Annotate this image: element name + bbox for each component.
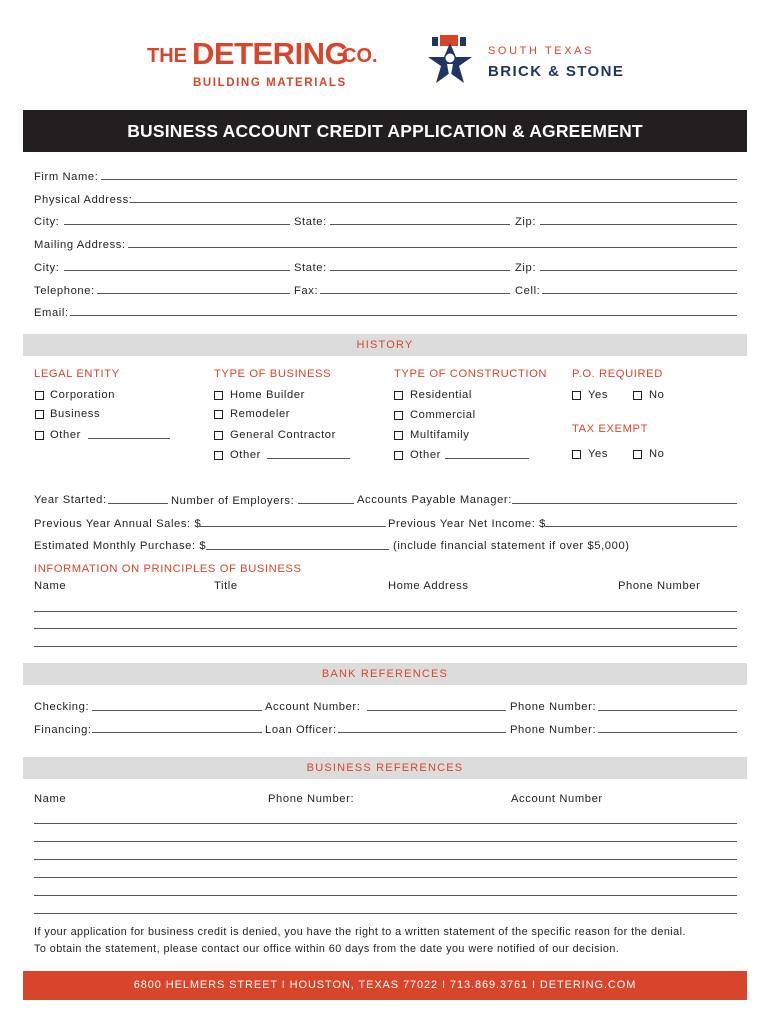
principles-col-phone: Phone Number [618,580,701,592]
construction-other-label: Other [410,449,441,461]
tax-yes-checkbox[interactable] [572,450,581,459]
business-refs-col-phone: Phone Number: [268,793,355,805]
mailing-state-input[interactable] [330,270,510,271]
year-started-input[interactable] [108,503,168,504]
general-contractor-checkbox[interactable] [214,431,223,440]
po-yes-checkbox[interactable] [572,391,581,400]
mailing-zip-label: Zip: [515,262,537,274]
mailing-zip-input[interactable] [540,270,737,271]
email-label: Email: [34,307,69,319]
business-ref-row-1[interactable] [34,823,737,824]
checking-phone-label: Phone Number: [510,701,597,713]
business-other-label: Other [230,449,261,461]
number-of-employers-input[interactable] [298,503,354,504]
telephone-label: Telephone: [34,285,95,297]
po-yes-label: Yes [588,389,609,401]
business-label: Business [50,408,101,420]
logo-co: CO. [342,45,378,67]
remodeler-label: Remodeler [230,408,291,420]
email-input[interactable] [70,315,737,316]
home-builder-checkbox[interactable] [214,391,223,400]
checking-label: Checking: [34,701,90,713]
loan-officer-label: Loan Officer: [265,724,337,736]
notice-line-2: To obtain the statement, please contact our office within 60 days from the date you were notified of our decision. [34,943,620,955]
multifamily-label: Multifamily [410,429,470,441]
physical-address-input[interactable] [131,202,737,203]
business-other-checkbox[interactable] [214,451,223,460]
residential-label: Residential [410,389,472,401]
detering-logo [147,36,387,96]
general-contractor-label: General Contractor [230,429,336,441]
remodeler-checkbox[interactable] [214,410,223,419]
business-ref-row-4[interactable] [34,877,737,878]
principles-col-title: Title [214,580,238,592]
entity-other-label: Other [50,429,81,441]
account-number-label: Account Number: [265,701,361,713]
notice-line-1: If your application for business credit is denied, you have the right to a written statement of the specific reason for the denial. [34,926,686,938]
ap-manager-label: Accounts Payable Manager: [357,494,512,506]
logo-brick-stone: BRICK & STONE [488,63,625,80]
firm-name-label: Firm Name: [34,171,99,183]
logo-south-texas: SOUTH TEXAS [488,45,595,57]
business-refs-col-account: Account Number [511,793,603,805]
city-input[interactable] [64,224,290,225]
corporation-checkbox[interactable] [35,391,44,400]
construction-other-input[interactable] [445,458,529,459]
po-no-checkbox[interactable] [633,391,642,400]
legal-entity-heading: LEGAL ENTITY [34,368,120,380]
brick-stone-logo [420,33,640,93]
residential-checkbox[interactable] [394,391,403,400]
mailing-state-label: State: [294,262,327,274]
checking-phone-input[interactable] [598,710,737,711]
business-references-band: BUSINESS REFERENCES [23,757,747,779]
telephone-input[interactable] [97,293,290,294]
commercial-label: Commercial [410,409,476,421]
business-refs-col-name: Name [34,793,67,805]
mailing-address-label: Mailing Address: [34,239,126,251]
number-of-employers-label: Number of Employers: [171,495,295,507]
business-ref-row-2[interactable] [34,841,737,842]
mailing-city-input[interactable] [64,270,290,271]
type-of-construction-heading: TYPE OF CONSTRUCTION [394,368,548,380]
zip-input[interactable] [540,224,737,225]
cell-label: Cell: [515,285,541,297]
financing-phone-input[interactable] [598,732,737,733]
tax-no-label: No [649,448,665,460]
principles-col-home: Home Address [388,580,469,592]
est-monthly-input[interactable] [206,549,389,550]
principle-row-3[interactable] [34,646,737,647]
home-builder-label: Home Builder [230,389,305,401]
ap-manager-input[interactable] [512,503,737,504]
po-no-label: No [649,389,665,401]
multifamily-checkbox[interactable] [394,431,403,440]
financing-label: Financing: [34,724,92,736]
account-number-input[interactable] [367,710,506,711]
logo-detering: DETERING [192,36,349,71]
business-other-input[interactable] [267,458,350,459]
entity-other-checkbox[interactable] [35,431,44,440]
logo-the: THE [147,45,187,67]
po-required-heading: P.O. REQUIRED [572,368,663,380]
commercial-checkbox[interactable] [394,411,403,420]
entity-other-input[interactable] [88,438,170,439]
principles-col-name: Name [34,580,67,592]
business-checkbox[interactable] [35,410,44,419]
star-logo-icon [420,33,480,91]
business-ref-row-3[interactable] [34,859,737,860]
financial-statement-note: (include financial statement if over $5,000) [393,540,630,552]
history-band: HISTORY [23,334,747,356]
bank-references-band: BANK REFERENCES [23,663,747,685]
form-title: BUSINESS ACCOUNT CREDIT APPLICATION & AGREEMENT [23,110,747,152]
logo-building-materials: BUILDING MATERIALS [193,77,347,89]
footer-address-bar: 6800 HELMERS STREET I HOUSTON, TEXAS 77022 I 713.869.3761 I DETERING.COM [23,971,747,1000]
city-label: City: [34,216,60,228]
est-monthly-label: Estimated Monthly Purchase: $ [34,540,207,552]
corporation-label: Corporation [50,389,116,401]
physical-address-label: Physical Address: [34,194,133,206]
principles-heading: INFORMATION ON PRINCIPLES OF BUSINESS [34,563,302,575]
prev-sales-label: Previous Year Annual Sales: $ [34,518,202,530]
construction-other-checkbox[interactable] [394,451,403,460]
type-of-business-heading: TYPE OF BUSINESS [214,368,332,380]
loan-officer-input[interactable] [338,732,506,733]
zip-label: Zip: [515,216,537,228]
tax-yes-label: Yes [588,448,609,460]
checking-input[interactable] [92,710,262,711]
state-label: State: [294,216,327,228]
principle-row-1[interactable] [34,611,737,612]
mailing-address-input[interactable] [128,247,737,248]
fax-input[interactable] [320,293,510,294]
tax-no-checkbox[interactable] [633,450,642,459]
prev-income-input[interactable] [545,526,737,527]
business-ref-row-6[interactable] [34,913,737,914]
financing-phone-label: Phone Number: [510,724,597,736]
financing-input[interactable] [92,732,262,733]
business-ref-row-5[interactable] [34,895,737,896]
fax-label: Fax: [294,285,319,297]
tax-exempt-heading: TAX EXEMPT [572,423,649,435]
prev-sales-input[interactable] [197,526,386,527]
cell-input[interactable] [542,293,737,294]
prev-income-label: Previous Year Net Income: $ [388,518,546,530]
firm-name-input[interactable] [101,179,737,180]
mailing-city-label: City: [34,262,60,274]
state-input[interactable] [330,224,510,225]
year-started-label: Year Started: [34,494,107,506]
principle-row-2[interactable] [34,628,737,629]
